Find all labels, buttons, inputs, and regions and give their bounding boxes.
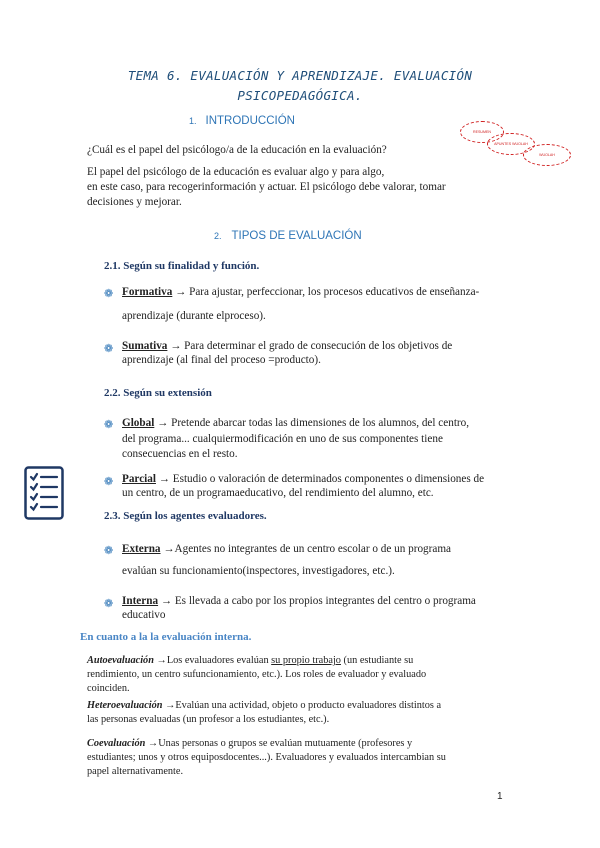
intro-line-2: en este caso, para recogerinformación y actuar. El psicólogo debe valorar, tomar — [87, 181, 446, 193]
item-autoevaluacion-line3: coinciden. — [87, 683, 130, 694]
item-global-line3: consecuencias en el resto. — [122, 448, 238, 460]
item-coevaluacion-line2: estudiantes; unos y otros equiposdocentes...). Evaluadores y evaluados intercambian su — [87, 752, 446, 763]
subheading-extension: 2.2. Según su extensión — [104, 387, 212, 399]
flower-bullet-icon: ❁ — [104, 343, 114, 355]
section-number: 1. — [189, 116, 197, 126]
item-formativa: Formativa → Para ajustar, perfeccionar, los procesos educativos de enseñanza- — [122, 286, 480, 298]
subheading-agentes: 2.3. Según los agentes evaluadores. — [104, 510, 267, 522]
item-autoevaluacion-line2: rendimiento, un centro sufuncionamiento, etc.). Los roles de evaluador y evaluado — [87, 669, 427, 680]
flower-bullet-icon: ❁ — [104, 419, 114, 431]
intro-question: ¿Cuál es el papel del psicólogo/a de la educación en la evaluación? — [87, 144, 387, 156]
stamp-oval-3: WUOLAH — [523, 144, 571, 166]
stamp-oval-2: APUNTES WUOLAH — [487, 133, 535, 155]
item-autoevaluacion: Autoevaluación →Los evaluadores evalúan su propio trabajo (un estudiante su — [87, 655, 414, 666]
section-tipos-heading: 2. TIPOS DE EVALUACIÓN — [214, 230, 362, 242]
section-number: 2. — [214, 231, 222, 241]
page-number: 1 — [497, 791, 503, 802]
item-parcial-line2: un centro, de un programaeducativo, del rendimiento del alumno, etc. — [122, 487, 434, 499]
item-externa: Externa →Agentes no integrantes de un centro escolar o de un programa — [122, 543, 451, 555]
item-externa-line2: evalúan su funcionamiento(inspectores, investigadores, etc.). — [122, 565, 395, 577]
item-heteroevaluacion-line2: las personas evaluadas (un profesor a los estudiantes, etc.). — [87, 714, 330, 725]
flower-bullet-icon: ❁ — [104, 476, 114, 488]
item-interna: Interna → Es llevada a cabo por los propios integrantes del centro o programa — [122, 595, 476, 607]
flower-bullet-icon: ❁ — [104, 545, 114, 557]
item-formativa-line2: aprendizaje (durante elproceso). — [122, 310, 266, 322]
subheading-evaluacion-interna: En cuanto a la la evaluación interna. — [80, 631, 252, 643]
item-global-line2: del programa... cualquiermodificación en uno de sus componentes tiene — [122, 433, 443, 445]
item-sumativa: Sumativa → Para determinar el grado de consecución de los objetivos de — [122, 340, 453, 352]
section-intro-heading: 1. INTRODUCCIÓN — [189, 115, 295, 127]
intro-line-1: El papel del psicólogo de la educación es evaluar algo y para algo, — [87, 166, 385, 178]
page-title-line1: TEMA 6. EVALUACIÓN Y APRENDIZAJE. EVALUACIÓN — [127, 68, 473, 83]
item-global: Global → Pretende abarcar todas las dimensiones de los alumnos, del centro, — [122, 417, 470, 429]
item-sumativa-line2: aprendizaje (al final del proceso =producto). — [122, 354, 321, 366]
page-title-line2: PSICOPEDAGÓGICA. — [237, 88, 363, 103]
item-interna-line2: educativo — [122, 609, 166, 621]
flower-bullet-icon: ❁ — [104, 598, 114, 610]
stamp-oval-1: RESUMEN — [460, 121, 504, 143]
subheading-finalidad: 2.1. Según su finalidad y función. — [104, 260, 260, 272]
intro-line-3: decisiones y mejorar. — [87, 196, 182, 208]
item-heteroevaluacion: Heteroevaluación →Evalúan una actividad, objeto o producto evaluadores distintos a — [87, 700, 442, 711]
item-parcial: Parcial → Estudio o valoración de determinados componentes o dimensiones de — [122, 473, 485, 485]
flower-bullet-icon: ❁ — [104, 288, 114, 300]
item-coevaluacion-line3: papel alternativamente. — [87, 766, 184, 777]
item-coevaluacion: Coevaluación →Unas personas o grupos se evalúan mutuamente (profesores y — [87, 738, 413, 749]
checklist-icon — [24, 466, 64, 520]
